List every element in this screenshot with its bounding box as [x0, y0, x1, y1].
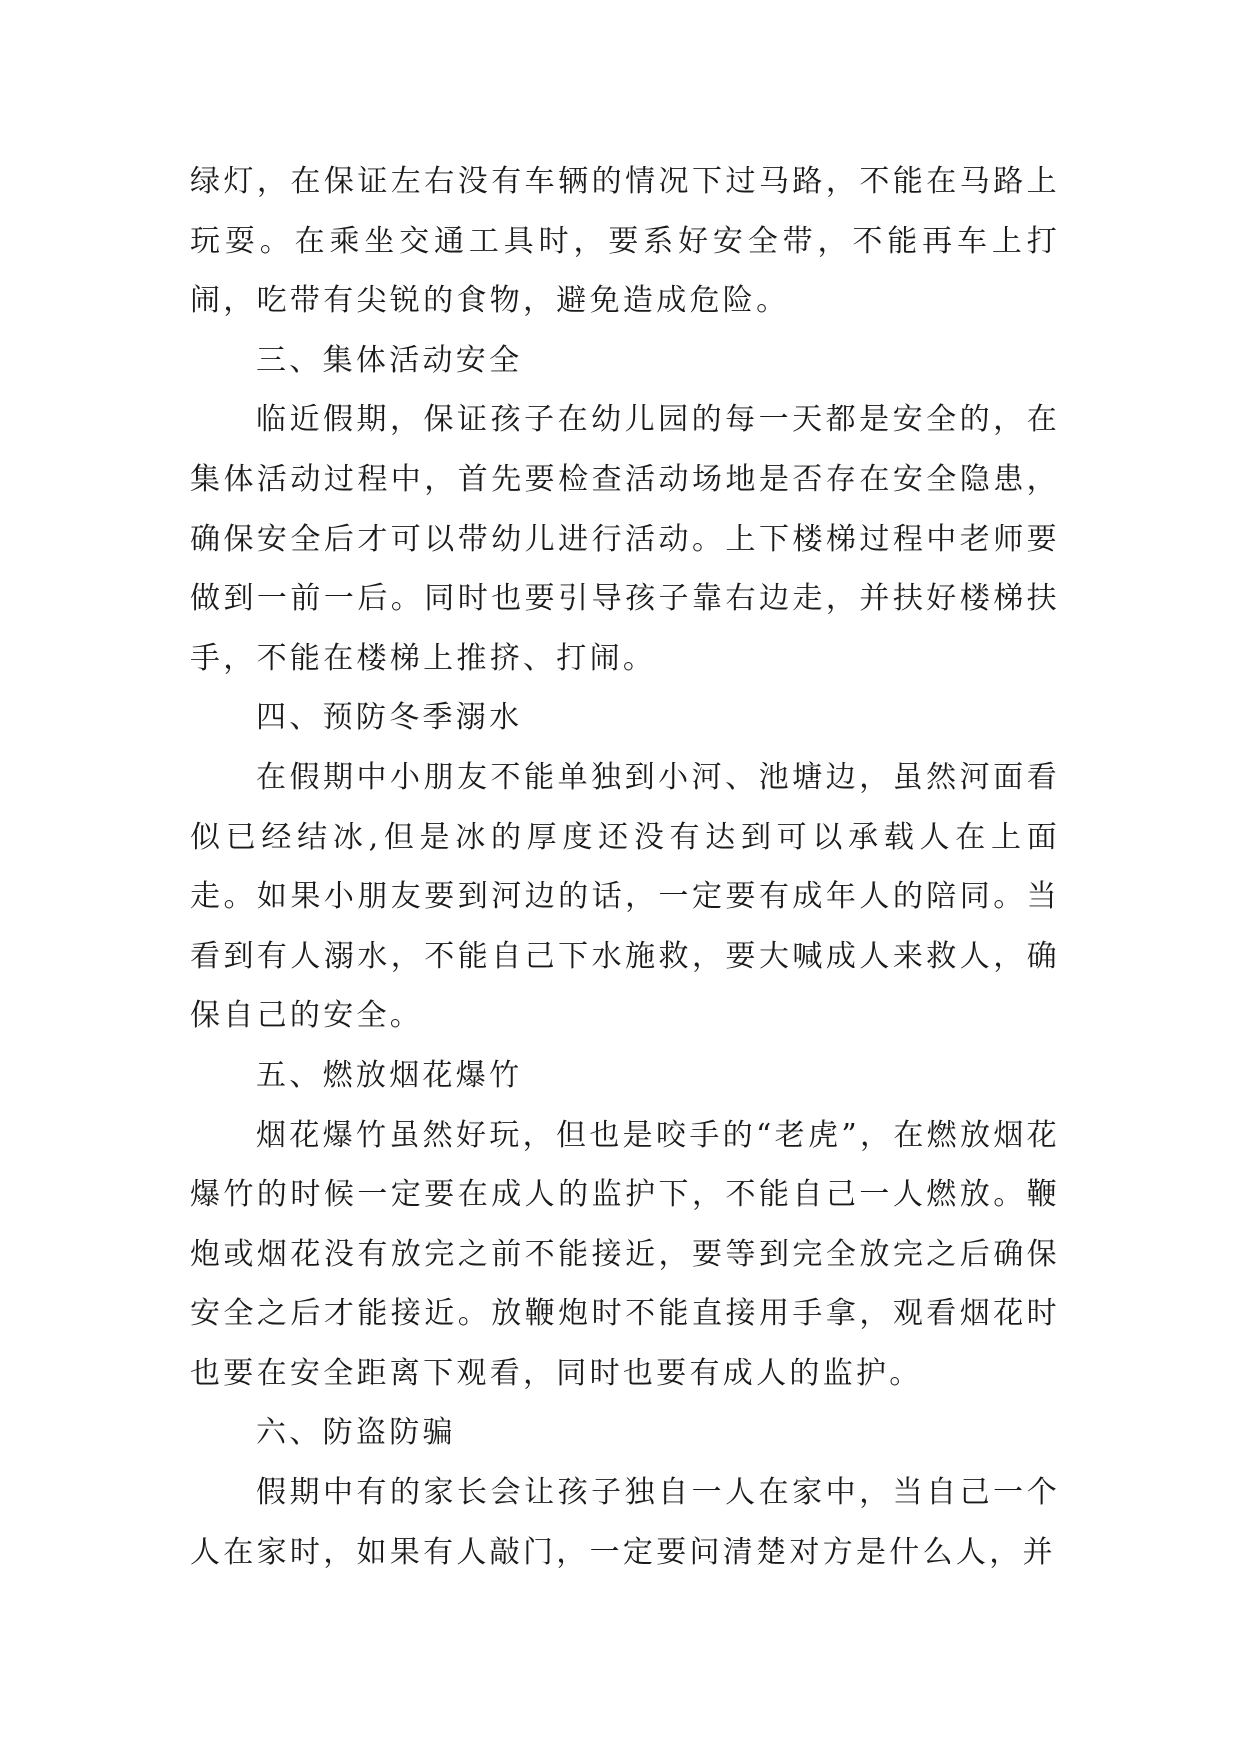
document-body	[190, 152, 1060, 1582]
paragraph-traffic-continuation: 绿灯，在保证左右没有车辆的情况下过马路，不能在马路上玩耍。在乘坐交通工具时，要系好安全带，不能再车上打闹，吃带有尖锐的食物，避免造成危险。	[190, 164, 1060, 319]
paragraph-group-activity: 临近假期，保证孩子在幼儿园的每一天都是安全的，在集体活动过程中，首先要检查活动场地是否存在安全隐患，确保安全后才可以带幼儿进行活动。上下楼梯过程中老师要做到一前一后。同时也要引导孩子靠右边走，并扶好楼梯扶手，不能在楼梯上推挤、打闹。	[190, 402, 1060, 676]
heading-winter-drowning: 四、预防冬季溺水	[256, 700, 523, 736]
paragraph-winter-drowning: 在假期中小朋友不能单独到小河、池塘边，虽然河面看似已经结冰,但是冰的厚度还没有达到可以承载人在上面走。如果小朋友要到河边的话，一定要有成年人的陪同。当看到有人溺水，不能自己下水施救，要大喊成人来救人，确保自己的安全。	[190, 759, 1060, 1034]
heading-group-activity-safety: 三、集体活动安全	[256, 342, 523, 378]
paragraph-anti-theft-fraud: 假期中有的家长会让孩子独自一人在家中，当自己一个人在家时，如果有人敲门，一定要问清楚对方是什么人，并	[190, 1475, 1060, 1570]
heading-fireworks: 五、燃放烟花爆竹	[256, 1057, 523, 1093]
heading-anti-theft-fraud: 六、防盗防骗	[256, 1415, 456, 1451]
paragraph-fireworks: 烟花爆竹虽然好玩，但也是咬手的“老虎”，在燃放烟花爆竹的时候一定要在成人的监护下，不能自己一人燃放。鞭炮或烟花没有放完之前不能接近，要等到完全放完之后确保安全之后才能接近。放鞭炮时不能直接用手拿，观看烟花时也要在安全距离下观看，同时也要有成人的监护。	[190, 1117, 1060, 1391]
